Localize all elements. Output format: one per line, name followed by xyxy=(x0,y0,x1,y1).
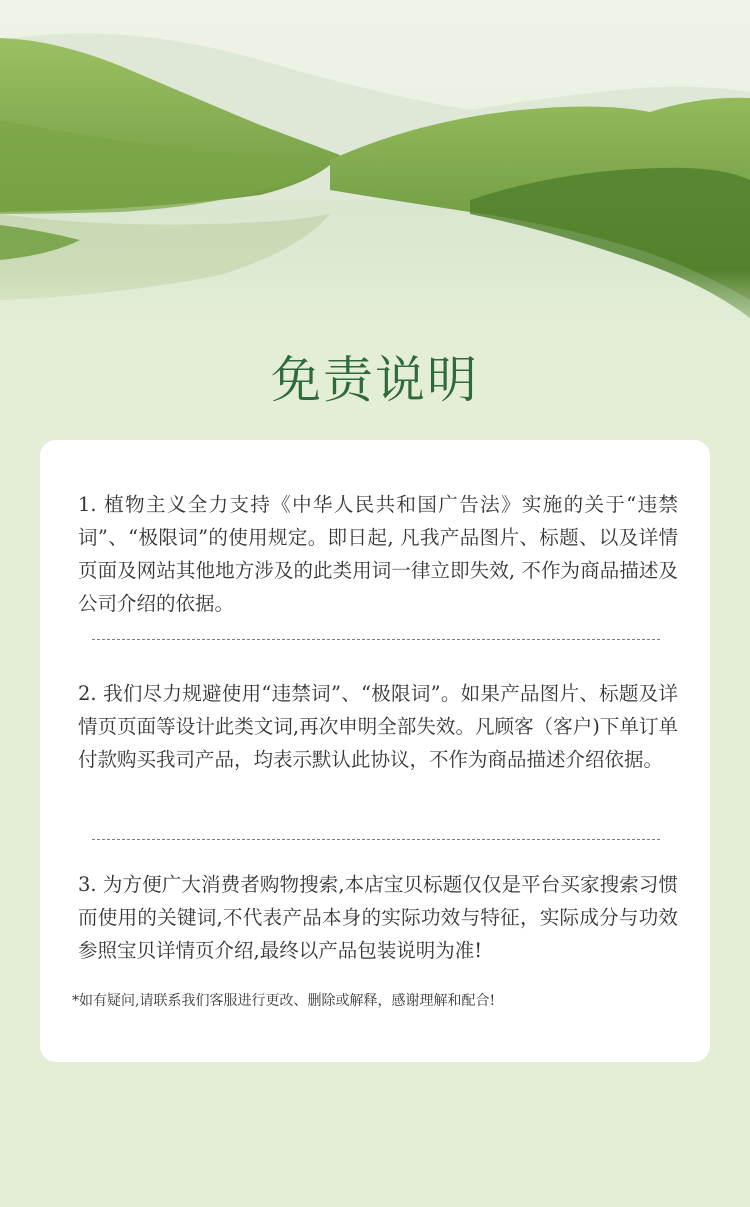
landscape-illustration xyxy=(0,0,750,360)
disclaimer-card xyxy=(40,440,710,1062)
dashed-divider xyxy=(92,839,660,840)
page-title: 免责说明 xyxy=(271,351,479,409)
disclaimer-paragraph-3: 3. 为方便广大消费者购物搜索,本店宝贝标题仅仅是平台买家搜索习惯而使用的关键词,不代表产品本身的实际功效与特征，实际成分与功效参照宝贝详情页介绍,最终以产品包装说明为准! xyxy=(78,873,678,962)
disclaimer-paragraph-2: 2. 我们尽力规避使用“违禁词”、“极限词”。如果产品图片、标题及详情页页面等设计此类文词,再次申明全部失效。凡顾客（客户)下单订单付款购买我司产品，均表示默认此协议，不作为商品描述介绍依据。 xyxy=(78,682,678,771)
footnote: *如有疑问,请联系我们客服进行更改、删除或解释，感谢理解和配合! xyxy=(72,993,496,1009)
dashed-divider xyxy=(92,639,660,640)
disclaimer-paragraph-1: 1. 植物主义全力支持《中华人民共和国广告法》实施的关于“违禁词”、“极限词”的使用规定。即日起, 凡我产品图片、标题、以及详情页面及网站其他地方涉及的此类用词一律立即失效, 不作为商品描述及公司介绍的依据。 xyxy=(78,493,678,615)
landscape-image xyxy=(0,0,750,360)
